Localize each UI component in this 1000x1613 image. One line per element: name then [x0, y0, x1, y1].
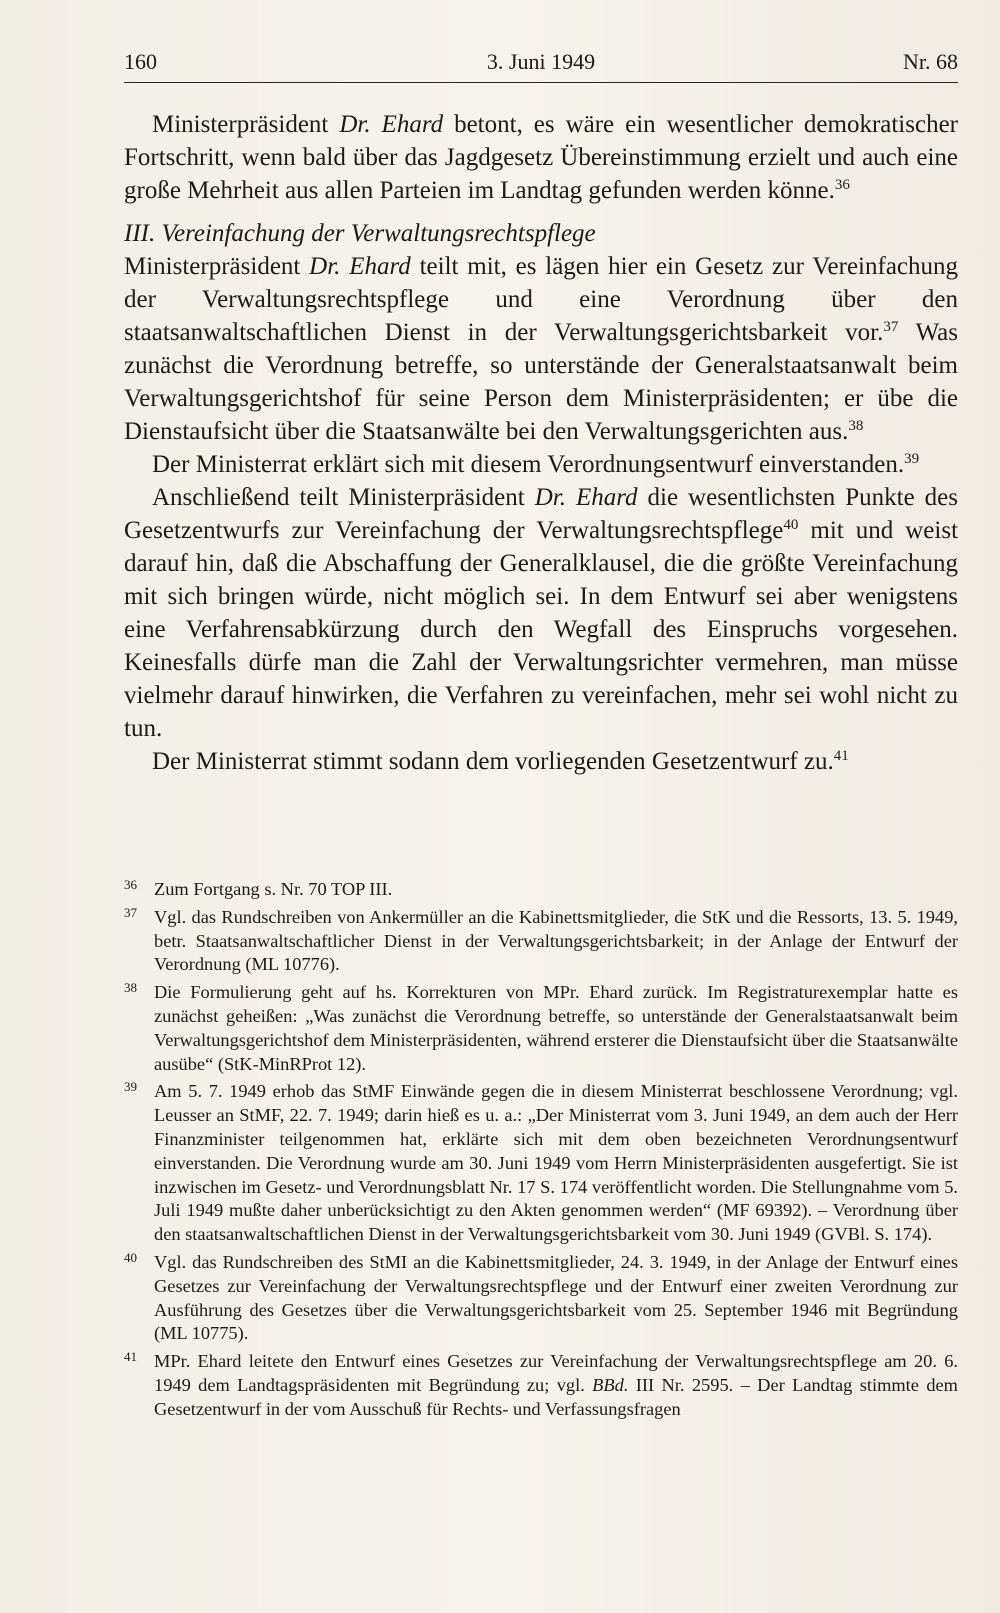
text-run: MPr. Ehard leitete den Entwurf eines Gesetzes zur Vereinfachung der Verwaltungsrechtspflege am 20. 6. 1949 dem Landtagspräsidenten mit Begründung zu; vgl.	[154, 1351, 958, 1395]
footnote-number: 38	[124, 980, 137, 996]
footnote-text: Vgl. das Rundschreiben des StMI an die Kabinettsmitglieder, 24. 3. 1949, in der Anlage der Entwurf eines Gesetzes zur Vereinfachung der Verwaltungsrechtspflege und der Entwurf einer zweiten Verordnung zur Ausführung des Gesetzes über die Verwaltungsgerichtsbarkeit vom 25. September 1946 mit Begründung (ML 10775).	[154, 1251, 958, 1344]
footnote-41	[124, 1350, 958, 1421]
footnote-ref-39[interactable]: 39	[904, 451, 920, 467]
text-run: Ministerpräsident	[152, 111, 340, 138]
footnote-number: 36	[124, 877, 137, 892]
text-run: III Nr. 2595. – Der Landtag stimmte dem Gesetzentwurf in der vom Ausschuß für Rechts- und Verfassungsfragen	[154, 1374, 958, 1419]
footnote-36	[124, 878, 958, 902]
header-rule	[124, 82, 958, 83]
header-date: 3. Juni 1949	[486, 49, 596, 74]
footnote-number: 39	[124, 1079, 137, 1095]
footnote-ref-40[interactable]: 40	[783, 517, 799, 533]
paragraph-jagdgesetz	[124, 108, 958, 207]
paragraph-gesetzentwurf	[124, 481, 958, 745]
document-number: Nr. 68	[903, 49, 958, 74]
footnote-38	[124, 981, 958, 1076]
text-run: Anschließend teilt Ministerpräsident	[152, 484, 535, 511]
text-run: Was zunächst die Verordnung betreffe, so unterstände der Generalstaatsanwalt beim Verwaltungsgerichtshof für seine Person dem Ministerpräsidenten; er übe die Dienstaufsicht über die Staatsanwälte bei den Verwaltungsgerichten aus.	[124, 319, 958, 445]
footnote-number: 41	[124, 1349, 137, 1365]
footnote-ref-41[interactable]: 41	[833, 748, 849, 764]
text-run: betont, es wäre ein wesentlicher demokratischer Fortschritt, wenn bald über das Jagdgesetz Übereinstimmung erzielt und auch eine große Mehrheit aus allen Parteien im Landtag gefunden werden könne.	[124, 111, 958, 204]
footnote-37	[124, 906, 958, 977]
section-heading: III. Vereinfachung der Verwaltungsrechtspflege	[124, 220, 596, 247]
text-run: mit und weist darauf hin, daß die Abschaffung der Generalklausel, die die größte Vereinfachung mit sich bringen würde, nicht möglich sei. In dem Entwurf sei aber wenigstens eine Verfahrensabkürzung durch den Wegfall des Einspruchs vorgesehen. Keinesfalls dürfe man die Zahl der Verwaltungsrichter vermehren, man müsse vielmehr darauf hinwirken, die Verfahren zu vereinfachen, mehr sei wohl nicht zu tun.	[124, 517, 959, 742]
footnote-number: 37	[124, 904, 137, 920]
footnote-39	[124, 1080, 958, 1247]
page-number: 160	[124, 49, 157, 74]
footnote-text	[154, 1350, 958, 1421]
speaker-name: Dr. Ehard	[309, 253, 411, 280]
footnote-ref-36[interactable]: 36	[834, 177, 850, 193]
text-run: Ministerpräsident	[124, 253, 310, 280]
text-run: teilt mit, es lägen hier ein Gesetz zur Vereinfachung der Verwaltungsrechtspflege und eine Verordnung über den staatsanwaltschaftlichen Dienst in der Verwaltungsgerichtsbarkeit vor.	[124, 253, 959, 346]
footnote-text: Vgl. das Rundschreiben von Ankermüller an die Kabinettsmitglieder, die StK und die Ressorts, 13. 5. 1949, betr. Staatsanwaltschaftlicher Dienst in der Verwaltungsgerichtsbarkeit; in der Anlage der Entwurf der Verordnung (ML 10776).	[154, 906, 958, 975]
paragraph-verordnung-einverstanden	[124, 448, 958, 481]
footnote-40	[124, 1251, 958, 1346]
source-abbreviation: BBd.	[592, 1374, 629, 1395]
footnote-text: Die Formulierung geht auf hs. Korrekturen von MPr. Ehard zurück. Im Registraturexemplar hatte es zunächst geheißen: „Was zunächst die Verordnung betreffe, so unterstände der Generalstaatsanwalt beim Verwaltungsgerichtshof dem Ministerpräsidenten, während ersterer die Dienstaufsicht über die Staatsanwälte ausübe“ (StK-MinRProt 12).	[154, 982, 958, 1074]
text-run: Der Ministerrat erklärt sich mit diesem Verordnungsentwurf einverstanden.	[152, 451, 905, 478]
footnote-text: Zum Fortgang s. Nr. 70 TOP III.	[154, 879, 393, 899]
footnotes	[124, 878, 958, 1426]
footnote-ref-38[interactable]: 38	[848, 418, 864, 434]
speaker-name: Dr. Ehard	[534, 484, 638, 511]
text-run: die wesentlichsten Punkte des Gesetzentwurfs zur Vereinfachung der Verwaltungsrechtspflege	[124, 484, 959, 544]
text-run: Der Ministerrat stimmt sodann dem vorliegenden Gesetzentwurf zu.	[152, 748, 834, 775]
paragraph-zustimmung	[124, 745, 958, 778]
paragraph-verwaltungsrechtspflege	[124, 250, 958, 448]
page-header	[124, 48, 958, 84]
speaker-name: Dr. Ehard	[339, 111, 444, 138]
main-text	[124, 108, 958, 778]
footnote-text: Am 5. 7. 1949 erhob das StMF Einwände gegen die in diesem Ministerrat beschlossene Verordnung; vgl. Leusser an StMF, 22. 7. 1949; darin hieß es u. a.: „Der Ministerrat vom 3. Juni 1949, an dem auch der Herr Finanzminister teilgenommen hat, erklärte sich mit dem oben bezeichneten Verordnungsentwurf einverstanden. Die Verordnung wurde am 30. Juni 1949 vom Herrn Ministerpräsidenten ausgefertigt. Sie ist inzwischen im Gesetz- und Verordnungsblatt Nr. 17 S. 174 veröffentlicht worden. Die Stellungnahme vom 5. Juli 1949 mußte daher unberücksichtigt zu den Akten genommen werden“ (MF 69392). – Verordnung über den staatsanwaltschaftlichen Dienst in der Verwaltungsgerichtsbarkeit vom 30. Juni 1949 (GVBl. S. 174).	[154, 1081, 958, 1245]
footnote-number: 40	[124, 1249, 137, 1265]
footnote-ref-37[interactable]: 37	[883, 319, 899, 335]
